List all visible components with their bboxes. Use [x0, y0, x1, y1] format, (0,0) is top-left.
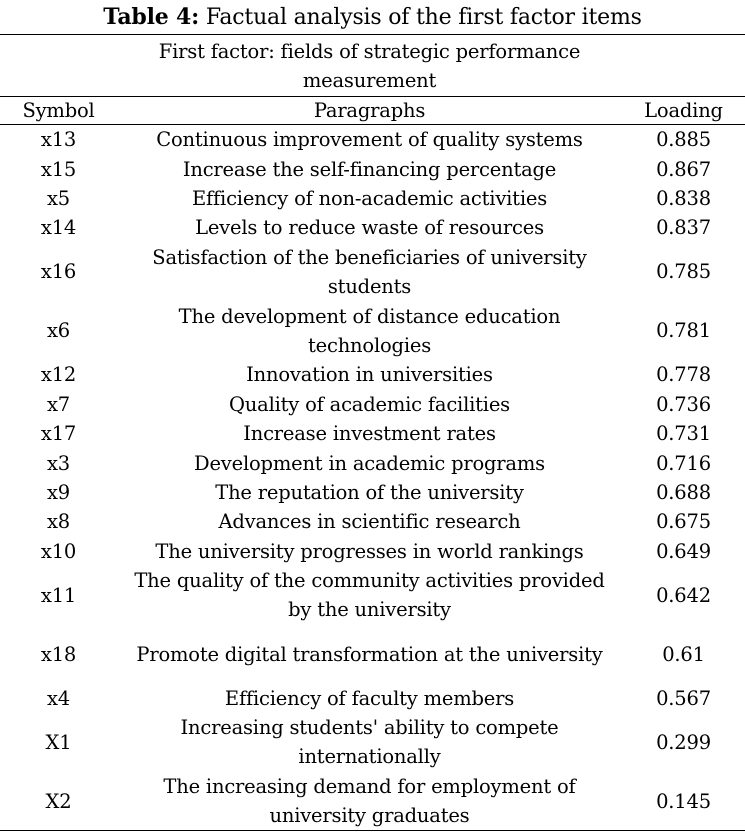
cell-paragraph: The quality of the community activities provided by the university: [134, 569, 605, 622]
cell-loading: 0.838: [656, 186, 711, 210]
cell-symbol: x5: [46, 186, 70, 210]
cell-symbol: x15: [40, 157, 77, 181]
cell-loading: 0.736: [656, 392, 711, 416]
header-loading: Loading: [622, 97, 745, 125]
cell-symbol: x17: [40, 422, 77, 446]
table-row: [0, 507, 745, 536]
cell-loading: 0.299: [656, 730, 711, 754]
cell-symbol: x3: [46, 451, 70, 475]
cell-paragraph: Increase the self-financing percentage: [182, 157, 557, 181]
header-symbol: Symbol: [0, 97, 117, 125]
cell-paragraph: Increasing students' ability to compete internationally: [180, 716, 559, 769]
cell-loading: 0.778: [656, 363, 711, 387]
cell-paragraph: Satisfaction of the beneficiaries of university students: [152, 245, 587, 298]
cell-symbol: X2: [0, 772, 117, 831]
cell-loading: 0.642: [656, 583, 711, 607]
cell-symbol: x10: [40, 539, 77, 563]
table-row: [0, 537, 745, 566]
table-row: [0, 625, 745, 684]
header-paragraphs: Paragraphs: [117, 97, 622, 125]
cell-symbol: x12: [40, 363, 77, 387]
cell-symbol: x4: [46, 686, 70, 710]
table-row: [0, 419, 745, 448]
table-row: [0, 713, 745, 772]
cell-symbol: x6: [46, 319, 70, 343]
cell-loading: 0.885: [656, 128, 711, 152]
table-row: [0, 360, 745, 389]
factor-table: [0, 34, 745, 831]
caption-text: Factual analysis of the first factor items: [199, 5, 642, 30]
factor-title-row: [0, 35, 745, 97]
table-row: [0, 478, 745, 507]
cell-loading: 0.837: [656, 216, 711, 240]
cell-paragraph: The reputation of the university: [215, 480, 524, 504]
table-row: [0, 213, 745, 242]
cell-symbol: X1: [45, 730, 72, 754]
cell-paragraph: Innovation in universities: [246, 363, 493, 387]
header-row: [0, 97, 745, 125]
cell-paragraph: Continuous improvement of quality systems: [156, 128, 583, 152]
cell-paragraph: Quality of academic facilities: [229, 392, 510, 416]
caption-label: Table 4:: [103, 4, 200, 30]
cell-loading: 0.567: [656, 686, 711, 710]
table-body: [0, 125, 745, 831]
cell-symbol: x9: [46, 480, 70, 504]
table-row: [0, 184, 745, 213]
cell-paragraph: Levels to reduce waste of resources: [195, 216, 544, 240]
cell-paragraph: Efficiency of non-academic activities: [191, 186, 548, 210]
table-row: [0, 772, 745, 831]
cell-loading: 0.688: [656, 480, 711, 504]
cell-symbol: x13: [40, 128, 77, 152]
table-row: [0, 125, 745, 155]
table-row: [0, 683, 745, 712]
cell-loading: 0.785: [656, 260, 711, 284]
cell-symbol: x18: [40, 642, 77, 666]
table-row: [0, 154, 745, 183]
table-row: [0, 390, 745, 419]
cell-loading: 0.675: [656, 510, 711, 534]
cell-loading: 0.867: [656, 157, 711, 181]
cell-symbol: x14: [40, 216, 77, 240]
table-row: [0, 566, 745, 625]
cell-paragraph: Advances in scientific research: [218, 510, 521, 534]
cell-symbol: x7: [46, 392, 70, 416]
cell-paragraph: Development in academic programs: [194, 451, 545, 475]
cell-symbol: x16: [40, 260, 77, 284]
table-row: [0, 448, 745, 477]
cell-paragraph: The development of distance education technologies: [178, 304, 561, 357]
cell-paragraph: Increase investment rates: [243, 422, 496, 446]
cell-paragraph: The increasing demand for employment of university graduates: [117, 772, 622, 831]
cell-loading: 0.781: [656, 319, 711, 343]
cell-loading: 0.61: [662, 642, 705, 666]
cell-symbol: x8: [46, 510, 70, 534]
cell-symbol: x11: [40, 583, 77, 607]
factor-title: First factor: fields of strategic performance measurement: [117, 35, 622, 97]
table-row: [0, 243, 745, 302]
cell-loading: 0.731: [656, 422, 711, 446]
cell-paragraph: Promote digital transformation at the university: [136, 642, 603, 666]
cell-paragraph: The university progresses in world rankings: [155, 539, 584, 563]
cell-loading: 0.716: [656, 451, 711, 475]
cell-loading: 0.649: [656, 539, 711, 563]
cell-paragraph: Efficiency of faculty members: [224, 686, 515, 710]
table-caption: [0, 0, 745, 34]
table-row: [0, 301, 745, 360]
cell-loading: 0.145: [622, 772, 745, 831]
